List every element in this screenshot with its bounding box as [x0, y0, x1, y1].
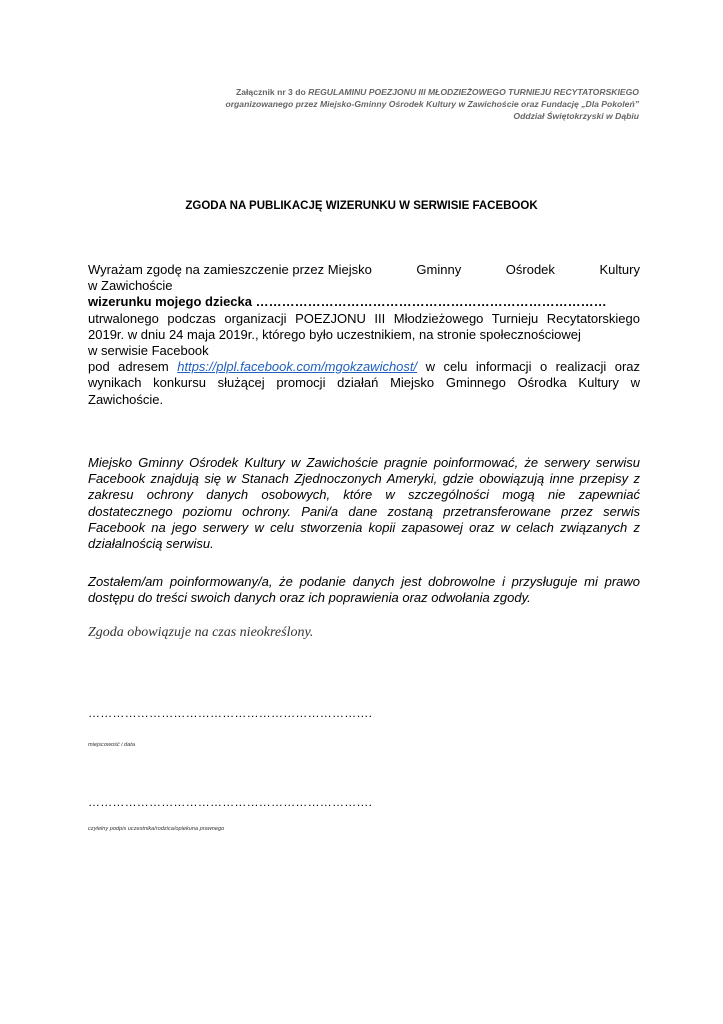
consent-word-3: Ośrodek	[505, 262, 555, 277]
consent-line-2: w Zawichoście	[88, 278, 173, 294]
address-prefix: pod adresem	[88, 359, 178, 375]
child-image-field: wizerunku mojego dziecka ………………………………………………………………………	[88, 294, 607, 310]
consent-paragraph	[88, 262, 640, 408]
consent-address	[88, 359, 640, 408]
informed-paragraph: Zostałem/am poinformowany/a, że podanie danych jest dobrowolne i przysługuje mi prawo dostępu do treści swoich danych oraz ich poprawienia oraz odwołania zgody.	[88, 574, 640, 606]
document-header	[79, 86, 639, 122]
consent-line-6: w serwisie Facebook	[88, 343, 209, 359]
facebook-link[interactable]: https://plpl.facebook.com/mgokzawichost/	[177, 359, 418, 375]
consent-line-4: utrwalonego podczas organizacji POEZJONU III Młodzieżowego Turnieju Recytatorskiego 2019r. w dniu 24 maja 2019r., którego było uczestnikiem, na stronie społecznościowej	[88, 310, 640, 342]
validity-statement: Zgoda obowiązuje na czas nieokreślony.	[88, 625, 314, 640]
header-line-2: organizowanego przez Miejsko-Gminny Ośrodek Kultury w Zawichoście oraz Fundację „Dla Pokoleń”	[225, 99, 639, 109]
signature-label: czytelny podpis uczestnika/rodzica/opiekuna prawnego	[88, 826, 225, 832]
consent-word-2: Gminny	[416, 262, 462, 277]
header-regulamin: REGULAMINU POEZJONU III MŁODZIEŻOWEGO TURNIEJU RECYTATORSKIEGO	[308, 87, 639, 97]
info-paragraph: Miejsko Gminny Ośrodek Kultury w Zawichoście pragnie poinformować, że serwery serwisu Facebook znajdują się w Stanach Zjednoczonych Ameryki, gdzie obowiązują inne przepisy z zakresu ochrony danych osobowych, które w szczególności mogą nie zapewniać dostatecznego poziomu ochrony. Pani/a dane zostaną przetransferowane przez serwis Facebook na jego serwery w celu stworzenia kopii zapasowej oraz w celach związanych z działalnością serwisu.	[88, 455, 640, 552]
consent-first-line	[88, 262, 640, 278]
header-lead: Załącznik nr 3 do	[236, 87, 309, 97]
place-date-line[interactable]: …………………………………………………………….	[88, 706, 373, 720]
place-date-label: miejscowość i data	[88, 742, 135, 748]
document-title: ZGODA NA PUBLIKACJĘ WIZERUNKU W SERWISIE FACEBOOK	[185, 200, 538, 212]
consent-word-4: Kultury	[599, 262, 640, 277]
header-line-3: Oddział Świętokrzyski w Dąbiu	[513, 111, 639, 121]
consent-word-1: Wyrażam zgodę na zamieszczenie przez Miejsko	[88, 262, 372, 277]
signature-line[interactable]: …………………………………………………………….	[88, 795, 373, 809]
address-suffix: w celu informacji o realizacji oraz wynikach konkursu służącej promocji działań Miejsko Gminnego Ośrodka Kultury w Zawichoście.	[88, 359, 641, 407]
header-line-1	[79, 86, 639, 98]
